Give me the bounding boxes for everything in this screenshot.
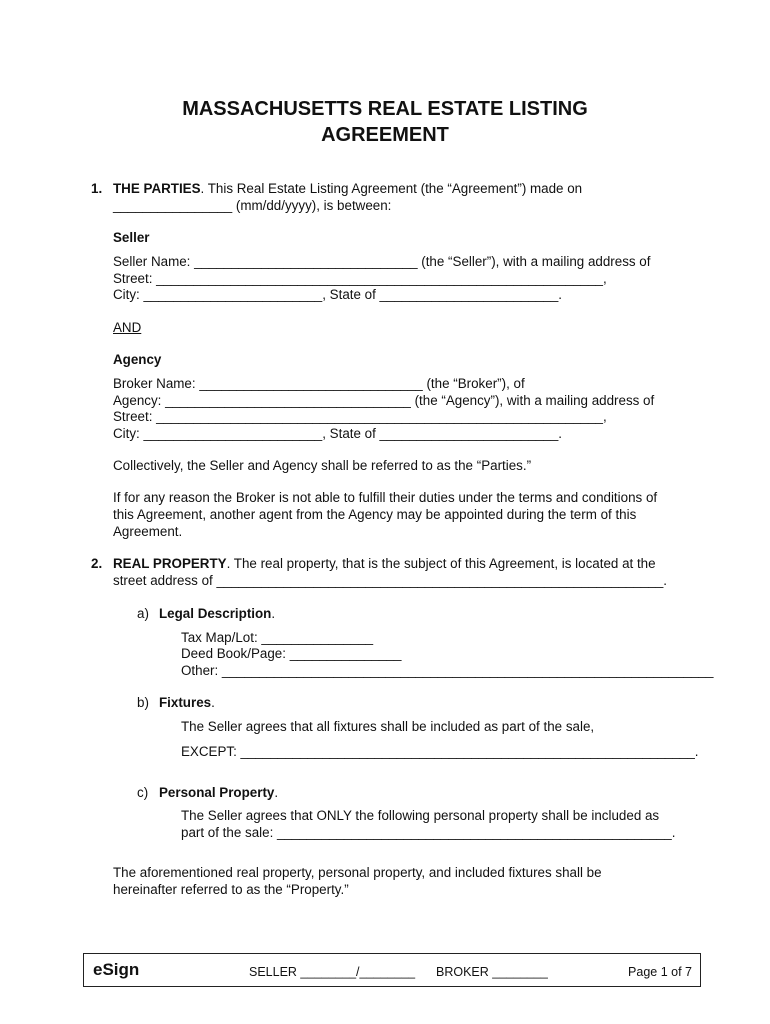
esign-logo: eSign: [93, 960, 140, 979]
fixtures-heading: Fixtures: [159, 695, 212, 710]
subsection-a-marker: a): [137, 606, 149, 621]
section-1-number: 1.: [91, 181, 103, 196]
section-1-line-2: ________________ (mm/dd/yyyy), is between:: [113, 198, 392, 213]
personal-property-line-2: part of the sale: _____________________________________________________.: [181, 825, 676, 840]
page-footer: [83, 953, 701, 987]
section-2-number: 2.: [91, 556, 103, 571]
broker-para-line-1: If for any reason the Broker is not able to fulfill their duties under the terms and conditions of: [113, 490, 658, 505]
collective-paragraph: Collectively, the Seller and Agency shall be referred to as the “Parties.”: [113, 458, 532, 473]
subsection-c-title: [159, 784, 278, 801]
document-title: [0, 96, 770, 148]
tax-map-line: Tax Map/Lot: _______________: [181, 630, 374, 645]
section-2-line-1: [113, 555, 656, 572]
subsection-b-title: [159, 694, 215, 711]
subsection-b-marker: b): [137, 695, 149, 710]
subsection-a-title: [159, 605, 275, 622]
section-2-heading: REAL PROPERTY: [113, 556, 227, 571]
personal-property-period: .: [274, 785, 279, 800]
subsection-c-marker: c): [137, 785, 149, 800]
fixtures-period: .: [211, 695, 215, 710]
agency-heading: Agency: [113, 352, 162, 367]
other-line: Other: __________________________________________________________________: [181, 663, 714, 678]
fixtures-line-1: The Seller agrees that all fixtures shall be included as part of the sale,: [181, 719, 595, 734]
agency-city-line: City: ________________________, State of ________________________.: [113, 426, 563, 441]
seller-heading: Seller: [113, 230, 150, 245]
legal-description-heading: Legal Description: [159, 606, 272, 621]
closing-line-2: hereinafter referred to as the “Property.”: [113, 882, 349, 897]
legal-description-period: .: [271, 606, 276, 621]
and-separator: AND: [113, 320, 142, 335]
page-number: Page 1 of 7: [628, 965, 692, 979]
broker-para-line-2: this Agreement, another agent from the Agency may be appointed during the term of this: [113, 507, 637, 522]
section-1-heading: THE PARTIES: [113, 181, 201, 196]
closing-line-1: The aforementioned real property, personal property, and included fixtures shall be: [113, 865, 602, 880]
deed-book-line: Deed Book/Page: _______________: [181, 646, 402, 661]
personal-property-line-1: The Seller agrees that ONLY the following personal property shall be included as: [181, 808, 660, 823]
seller-name-line: Seller Name: ______________________________ (the “Seller”), with a mailing address of: [113, 254, 651, 269]
section-2-text: . The real property, that is the subject of this Agreement, is located at the: [226, 556, 656, 571]
seller-city-line: City: ________________________, State of ________________________.: [113, 287, 563, 302]
title-line-1: MASSACHUSETTS REAL ESTATE LISTING: [182, 98, 588, 120]
title-line-2: AGREEMENT: [321, 124, 449, 146]
broker-initials: BROKER ________: [436, 965, 548, 979]
agency-street-line: Street: ____________________________________________________________,: [113, 409, 607, 424]
seller-initials: SELLER ________/________: [249, 965, 416, 979]
section-1-line-1: [113, 180, 582, 197]
section-2-line-2: street address of ____________________________________________________________.: [113, 573, 668, 588]
agency-name-line: Agency: _________________________________ (the “Agency”), with a mailing address of: [113, 393, 655, 408]
broker-name-line: Broker Name: ______________________________ (the “Broker”), of: [113, 376, 525, 391]
seller-street-line: Street: ____________________________________________________________,: [113, 271, 607, 286]
fixtures-line-2: EXCEPT: _____________________________________________________________.: [181, 744, 699, 759]
personal-property-heading: Personal Property: [159, 785, 275, 800]
section-1-text: . This Real Estate Listing Agreement (the “Agreement”) made on: [200, 181, 583, 196]
broker-para-line-3: Agreement.: [113, 524, 183, 539]
